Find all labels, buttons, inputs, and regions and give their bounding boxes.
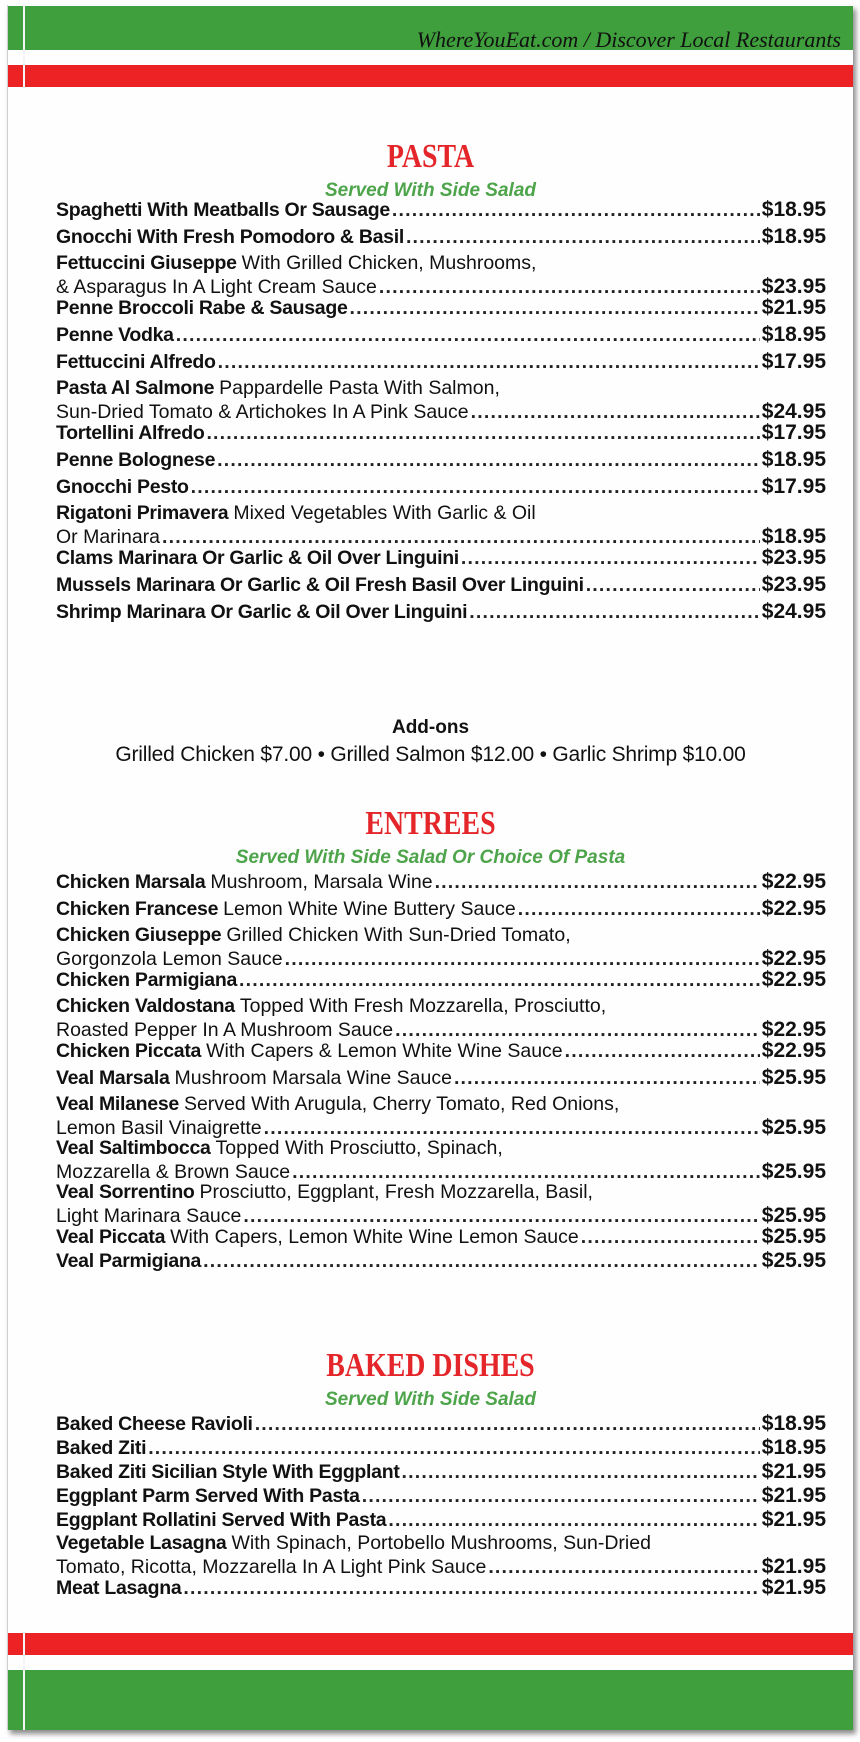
menu-item-price: $17.95 <box>761 350 826 373</box>
menu-item-name: Spaghetti With Meatballs Or Sausage <box>56 199 390 221</box>
menu-item-price: $17.95 <box>761 475 826 498</box>
menu-item-description-cont: Or Marinara <box>56 526 161 548</box>
menu-item <box>56 448 826 472</box>
menu-item-price: $21.95 <box>761 1484 826 1507</box>
section-subtitle-pasta: Served With Side Salad <box>324 180 536 201</box>
menu-item-name: Baked Ziti Sicilian Style With Eggplant <box>56 1461 400 1483</box>
menu-item <box>56 1576 826 1600</box>
menu-item-name: Chicken Valdostana <box>56 995 235 1017</box>
menu-item <box>56 1039 826 1063</box>
bottom-red-stripe <box>8 1633 853 1655</box>
menu-item-line1 <box>56 1532 826 1555</box>
menu-item-price: $25.95 <box>761 1249 826 1272</box>
menu-item <box>56 573 826 597</box>
menu-item-line1 <box>56 546 826 570</box>
menu-item-line1 <box>56 1576 826 1600</box>
menu-item-name: Fettuccini Giuseppe <box>56 252 237 274</box>
menu-item-name: Chicken Parmigiana <box>56 969 238 991</box>
menu-item-line1 <box>56 870 826 894</box>
menu-item-name: Chicken Piccata <box>56 1040 202 1062</box>
menu-item-price: $25.95 <box>761 1066 826 1089</box>
menu-item-name: Baked Cheese Ravioli <box>56 1413 253 1435</box>
menu-item-line1 <box>56 1412 826 1436</box>
menu-item-name: Penne Vodka <box>56 324 174 346</box>
menu-item-name: Chicken Francese <box>56 898 219 920</box>
dot-leader <box>183 1577 759 1600</box>
menu-item <box>56 1508 826 1532</box>
dot-leader <box>349 297 759 320</box>
section-subtitle-baked-dishes: Served With Side Salad <box>324 1389 536 1410</box>
menu-item <box>56 1532 826 1579</box>
dot-leader <box>148 1437 760 1460</box>
menu-item-price: $18.95 <box>761 323 826 346</box>
menu-item-price: $21.95 <box>761 1508 826 1531</box>
addons-title: Add-ons <box>391 717 470 738</box>
menu-item-description: Mushroom Marsala Wine Sauce <box>174 1067 452 1089</box>
menu-item-price: $22.95 <box>761 897 826 920</box>
menu-item-description: Pappardelle Pasta With Salmon, <box>219 377 500 399</box>
dot-leader <box>217 449 760 472</box>
menu-item-price: $25.95 <box>761 1160 826 1183</box>
menu-item <box>56 198 826 222</box>
menu-item-description: With Capers & Lemon White Wine Sauce <box>206 1040 563 1062</box>
menu-item-line1 <box>56 296 826 320</box>
menu-item-price: $22.95 <box>761 1018 826 1041</box>
menu-item-price: $18.95 <box>761 525 826 548</box>
menu-item-price: $23.95 <box>761 546 826 569</box>
menu-item-price: $18.95 <box>761 1412 826 1435</box>
menu-item-price: $18.95 <box>761 448 826 471</box>
menu-item <box>56 1137 826 1184</box>
menu-item-price: $22.95 <box>761 870 826 893</box>
menu-item-name: Rigatoni Primavera <box>56 502 229 524</box>
addons-list: Grilled Chicken $7.00 • Grilled Salmon $12.00 • Garlic Shrimp $10.00 <box>115 743 746 766</box>
dot-leader <box>388 1509 759 1532</box>
menu-item <box>56 421 826 445</box>
menu-item-price: $24.95 <box>761 600 826 623</box>
menu-item-name: Vegetable Lasagna <box>56 1532 227 1554</box>
menu-item-name: Mussels Marinara Or Garlic & Oil Fresh Basil Over Linguini <box>56 574 584 596</box>
menu-item-price: $22.95 <box>761 1039 826 1062</box>
menu-item-line1 <box>56 600 826 624</box>
menu-item-name: Eggplant Parm Served With Pasta <box>56 1485 360 1507</box>
menu-item <box>56 1225 826 1249</box>
menu-item-description: With Grilled Chicken, Mushrooms, <box>241 252 537 274</box>
menu-item <box>56 1484 826 1508</box>
menu-item-line1 <box>56 1249 826 1273</box>
menu-item-description: Mushroom, Marsala Wine <box>210 871 433 893</box>
menu-item-description-cont: Sun-Dried Tomato & Artichokes In A Pink Sauce <box>56 401 469 423</box>
menu-item-price: $22.95 <box>761 947 826 970</box>
menu-item-line1 <box>56 1137 826 1160</box>
menu-item-description-cont: Light Marinara Sauce <box>56 1205 242 1227</box>
menu-item-description: Topped With Prosciutto, Spinach, <box>215 1137 503 1159</box>
menu-item-line1 <box>56 1484 826 1508</box>
menu-item-line1 <box>56 968 826 992</box>
dot-leader <box>586 574 760 597</box>
menu-item <box>56 252 826 299</box>
menu-item <box>56 225 826 249</box>
menu-item-line1 <box>56 350 826 374</box>
dot-leader <box>402 1461 760 1484</box>
menu-item <box>56 870 826 894</box>
menu-item-price: $25.95 <box>761 1204 826 1227</box>
dot-leader <box>469 601 760 624</box>
menu-item-line1 <box>56 225 826 249</box>
menu-item-description: Prosciutto, Eggplant, Fresh Mozzarella, Basil, <box>199 1181 593 1203</box>
menu-item-name: Penne Broccoli Rabe & Sausage <box>56 297 348 319</box>
section-title-baked-dishes: BAKED DISHES <box>326 1347 535 1384</box>
menu-item-description-cont: Roasted Pepper In A Mushroom Sauce <box>56 1019 394 1041</box>
dot-leader <box>392 199 760 222</box>
menu-item-description: Topped With Fresh Mozzarella, Prosciutto, <box>239 995 607 1017</box>
menu-item-name: Veal Sorrentino <box>56 1181 195 1203</box>
menu-item-name: Gnocchi With Fresh Pomodoro & Basil <box>56 226 404 248</box>
menu-item-name: Pasta Al Salmone <box>56 377 215 399</box>
menu-item-line1 <box>56 1436 826 1460</box>
dot-leader <box>435 871 760 894</box>
menu-item-name: Meat Lasagna <box>56 1577 182 1599</box>
menu-item-price: $23.95 <box>761 275 826 298</box>
menu-item <box>56 1436 826 1460</box>
menu-item-price: $25.95 <box>761 1225 826 1248</box>
menu-item <box>56 1093 826 1140</box>
menu-item <box>56 1412 826 1436</box>
menu-item-description: Grilled Chicken With Sun-Dried Tomato, <box>226 924 571 946</box>
menu-item <box>56 296 826 320</box>
menu-item-name: Penne Bolognese <box>56 449 216 471</box>
menu-item <box>56 1066 826 1090</box>
menu-item-line1 <box>56 421 826 445</box>
menu-item-name: Tortellini Alfredo <box>56 422 205 444</box>
menu-item-name: Gnocchi Pesto <box>56 476 189 498</box>
menu-item <box>56 897 826 921</box>
menu-item <box>56 1181 826 1228</box>
menu-item-price: $18.95 <box>761 225 826 248</box>
dot-leader <box>581 1226 760 1249</box>
fold-line <box>23 1633 25 1730</box>
menu-item-description: Served With Arugula, Cherry Tomato, Red Onions, <box>183 1093 620 1115</box>
menu-item-line1 <box>56 377 826 400</box>
dot-leader <box>206 422 759 445</box>
dot-leader <box>255 1413 760 1436</box>
menu-item-line1 <box>56 1093 826 1116</box>
menu-item <box>56 377 826 424</box>
menu-item-description: With Spinach, Portobello Mushrooms, Sun-Dried <box>231 1532 651 1554</box>
menu-item-description: Lemon White Wine Buttery Sauce <box>223 898 516 920</box>
menu-item <box>56 995 826 1042</box>
menu-item-line1 <box>56 252 826 275</box>
menu-item-price: $17.95 <box>761 421 826 444</box>
menu-item-line1 <box>56 323 826 347</box>
menu-item <box>56 502 826 549</box>
menu-item-line1 <box>56 1225 826 1249</box>
menu-item-line1 <box>56 198 826 222</box>
dot-leader <box>191 476 760 499</box>
menu-item <box>56 323 826 347</box>
menu-item-name: Chicken Giuseppe <box>56 924 222 946</box>
dot-leader <box>362 1485 760 1508</box>
menu-item-description-cont: Gorgonzola Lemon Sauce <box>56 948 283 970</box>
menu-item-price: $25.95 <box>761 1116 826 1139</box>
menu-item-line1 <box>56 1039 826 1063</box>
dot-leader <box>565 1040 760 1063</box>
menu-item-price: $22.95 <box>761 968 826 991</box>
menu-item-price: $18.95 <box>761 198 826 221</box>
menu-item-line1 <box>56 1460 826 1484</box>
section-subtitle-entrees: Served With Side Salad Or Choice Of Pasta <box>235 847 626 868</box>
menu-item <box>56 968 826 992</box>
menu-item-price: $21.95 <box>761 1576 826 1599</box>
section-title-pasta: PASTA <box>386 138 475 175</box>
menu-item <box>56 546 826 570</box>
menu-item-line1 <box>56 502 826 525</box>
menu-page <box>7 5 853 1730</box>
dot-leader <box>176 324 760 347</box>
menu-item <box>56 600 826 624</box>
menu-item-price: $21.95 <box>761 296 826 319</box>
dot-leader <box>203 1250 760 1273</box>
menu-item-description-cont: Mozzarella & Brown Sauce <box>56 1161 291 1183</box>
menu-item-line1 <box>56 1181 826 1204</box>
menu-item-line1 <box>56 1066 826 1090</box>
menu-item <box>56 924 826 971</box>
menu-item <box>56 1249 826 1273</box>
menu-item-line1 <box>56 448 826 472</box>
dot-leader <box>218 351 760 374</box>
menu-item-price: $18.95 <box>761 1436 826 1459</box>
section-title-entrees: ENTREES <box>365 805 496 842</box>
menu-item-description: With Capers, Lemon White Wine Lemon Sauce <box>170 1226 579 1248</box>
dot-leader <box>239 969 760 992</box>
menu-item <box>56 475 826 499</box>
site-title: WhereYouEat.com / Discover Local Restaurants <box>416 27 841 52</box>
menu-item-name: Clams Marinara Or Garlic & Oil Over Linguini <box>56 547 459 569</box>
menu-item-line1 <box>56 1508 826 1532</box>
menu-item-price: $21.95 <box>761 1555 826 1578</box>
menu-item-price: $21.95 <box>761 1460 826 1483</box>
menu-item-price: $24.95 <box>761 400 826 423</box>
menu-item-name: Veal Milanese <box>56 1093 179 1115</box>
menu-item-description-cont: Tomato, Ricotta, Mozzarella In A Light Pink Sauce <box>56 1556 487 1578</box>
menu-item-name: Chicken Marsala <box>56 871 206 893</box>
menu-item-name: Baked Ziti <box>56 1437 147 1459</box>
bottom-green-stripe <box>8 1670 853 1730</box>
menu-item-name: Veal Saltimbocca <box>56 1137 211 1159</box>
menu-item-line1 <box>56 897 826 921</box>
menu-item-line1 <box>56 995 826 1018</box>
menu-item-name: Veal Marsala <box>56 1067 170 1089</box>
menu-item <box>56 1460 826 1484</box>
dot-leader <box>518 898 760 921</box>
menu-item-line1 <box>56 573 826 597</box>
menu-item <box>56 350 826 374</box>
menu-item-name: Fettuccini Alfredo <box>56 351 216 373</box>
dot-leader <box>406 226 760 249</box>
fold-line <box>23 6 25 87</box>
menu-item-line1 <box>56 924 826 947</box>
menu-item-line1 <box>56 475 826 499</box>
menu-item-price: $23.95 <box>761 573 826 596</box>
menu-item-name: Shrimp Marinara Or Garlic & Oil Over Linguini <box>56 601 468 623</box>
top-red-stripe <box>8 65 853 87</box>
menu-item-description-cont: & Asparagus In A Light Cream Sauce <box>56 276 377 298</box>
dot-leader <box>461 547 760 570</box>
menu-item-description: Mixed Vegetables With Garlic & Oil <box>233 502 536 524</box>
menu-item-name: Eggplant Rollatini Served With Pasta <box>56 1509 387 1531</box>
menu-item-name: Veal Piccata <box>56 1226 166 1248</box>
menu-item-name: Veal Parmigiana <box>56 1250 202 1272</box>
menu-item-description-cont: Lemon Basil Vinaigrette <box>56 1117 262 1139</box>
dot-leader <box>454 1067 760 1090</box>
